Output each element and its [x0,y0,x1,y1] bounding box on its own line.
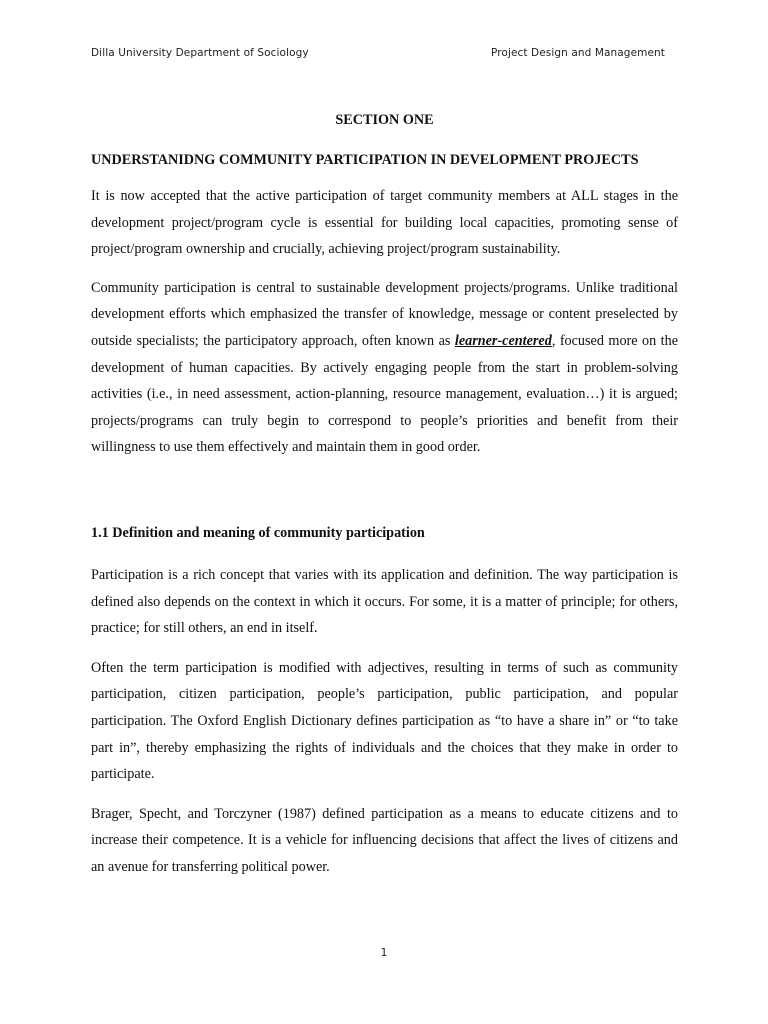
paragraph-adjectives: Often the term participation is modified with adjectives, resulting in terms of such as community participation, citizen participation, people’s participation, public participation, and popular participation. The Oxford English Dictionary defines participation as “to have a share in” or “to take part in”, thereby emphasizing the rights of individuals and the choices that they make in order to participate. [91,659,678,783]
document-body [91,110,678,880]
header-course-title: Project Design and Management [490,47,665,59]
paragraph-definition: Participation is a rich concept that varies with its application and definition. The way participation is defined also depends on the context in which it occurs. For some, it is a matter of principle; for others, practice; for still others, an end in itself. [91,566,678,637]
running-header [91,47,665,63]
paragraph-text: Community participation is central to sustainable development projects/programs. Unlike traditional development efforts which emphasized the transfer of knowledge, message or content preselected by outside specialists; the participatory approach, often known as [91,279,678,349]
paragraph-community-participation [91,275,678,461]
paragraph-intro: It is now accepted that the active participation of target community members at ALL stages in the development project/program cycle is essential for building local capacities, promoting sense of project/program ownership and crucially, achieving project/program sustainability. [91,188,678,258]
page-number: 1 [380,946,388,959]
paragraph-brager: Brager, Specht, and Torczyner (1987) defined participation as a means to educate citizens and to increase their competence. It is a vehicle for influencing decisions that affect the lives of citizens and an avenue for transferring political power. [91,805,678,875]
section-title: SECTION ONE [335,112,434,128]
paragraph-text: , focused more on the development of human capacities. By actively engaging people from the start in problem-solving activities (i.e., in need assessment, action-planning, resource management, evaluation…) it is argued; projects/programs can truly begin to correspond to people’s priorities and benefit from their willingness to use them effectively and maintain them in good order. [91,332,678,456]
chapter-title: UNDERSTANIDNG COMMUNITY PARTICIPATION IN DEVELOPMENT PROJECTS [91,152,639,168]
emphasized-term: learner-centered [454,332,552,349]
subsection-title: 1.1 Definition and meaning of community participation [91,524,425,541]
header-institution: Dilla University Department of Sociology [91,47,309,59]
